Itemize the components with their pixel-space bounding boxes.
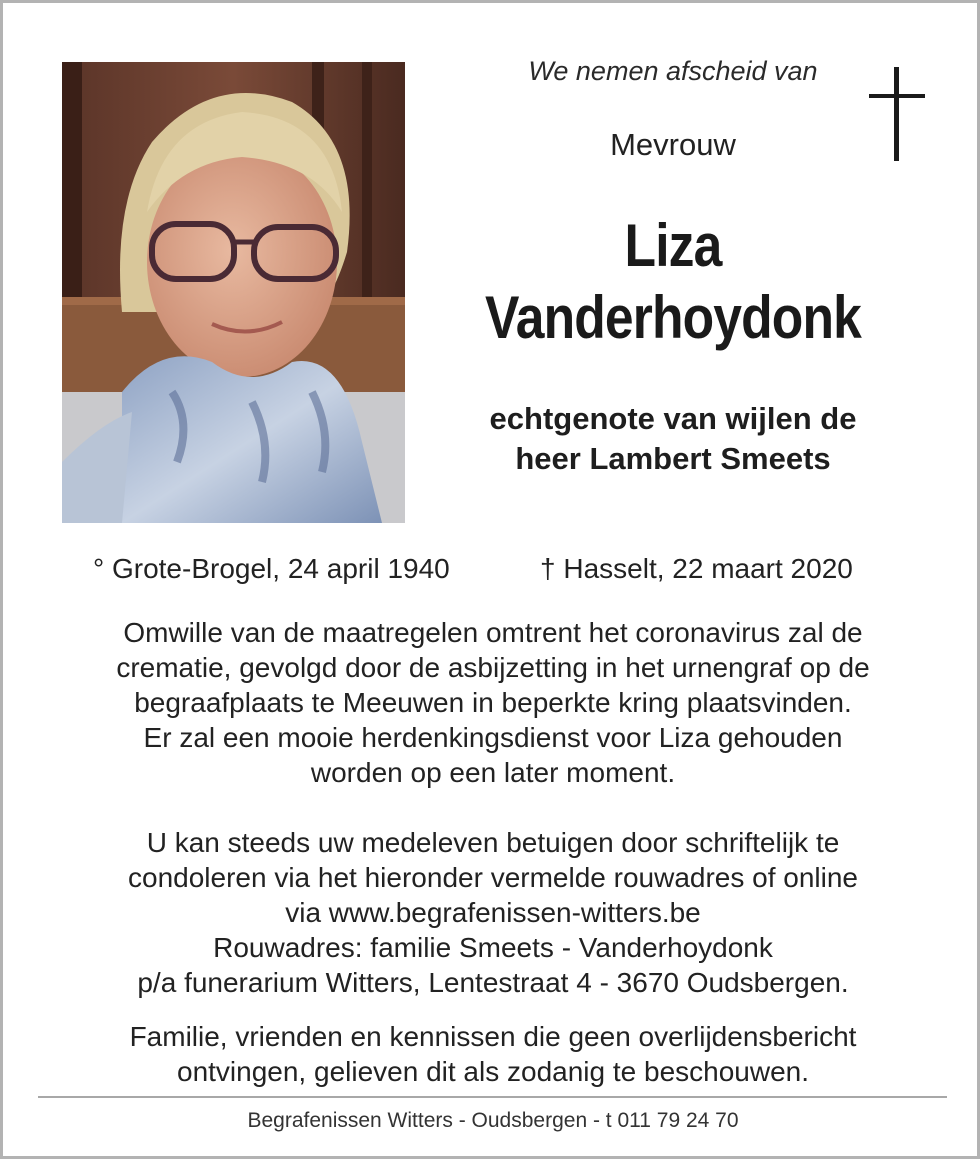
text-line: U kan steeds uw medeleven betuigen door schriftelijk te xyxy=(146,827,840,858)
text-line: begraafplaats te Meeuwen in beperkte kring plaatsvinden. xyxy=(134,687,852,718)
last-name: Vanderhoydonk xyxy=(485,284,861,351)
intro-text: We nemen afscheid van xyxy=(528,56,818,86)
notice-paragraph xyxy=(43,1019,943,1089)
text-line: ontvingen, gelieven dit als zodanig te beschouwen. xyxy=(177,1056,809,1087)
text-line: condoleren via het hieronder vermelde rouwadres of online xyxy=(128,862,858,893)
text-line: Rouwadres: familie Smeets - Vanderhoydonk xyxy=(213,932,773,963)
spouse-line: echtgenote van wijlen de xyxy=(489,401,857,436)
text-line: Familie, vrienden en kennissen die geen overlijdensbericht xyxy=(129,1021,857,1052)
text-line: p/a funerarium Witters, Lentestraat 4 - 3670 Oudsbergen. xyxy=(137,967,849,998)
funeral-home-footer: Begrafenissen Witters - Oudsbergen - t 011 79 24 70 xyxy=(247,1109,739,1132)
portrait-photo xyxy=(62,62,405,523)
death-date: † Hasselt, 22 maart 2020 xyxy=(540,553,853,584)
text-line: via www.begrafenissen-witters.be xyxy=(285,897,701,928)
footer-divider xyxy=(38,1096,947,1098)
first-name: Liza xyxy=(624,212,722,279)
birth-date: ° Grote-Brogel, 24 april 1940 xyxy=(93,553,450,584)
condolence-paragraph xyxy=(43,825,943,1000)
text-line: crematie, gevolgd door de asbijzetting in het urnengraf op de xyxy=(116,652,870,683)
text-line: worden op een later moment. xyxy=(310,757,676,788)
ceremony-paragraph xyxy=(43,615,943,790)
spouse-line: heer Lambert Smeets xyxy=(515,441,831,476)
text-line: Er zal een mooie herdenkingsdienst voor Liza gehouden xyxy=(143,722,843,753)
deceased-name xyxy=(458,210,888,354)
spouse-info xyxy=(423,399,923,479)
text-line: Omwille van de maatregelen omtrent het coronavirus zal de xyxy=(123,617,863,648)
honorific: Mevrouw xyxy=(610,127,736,162)
